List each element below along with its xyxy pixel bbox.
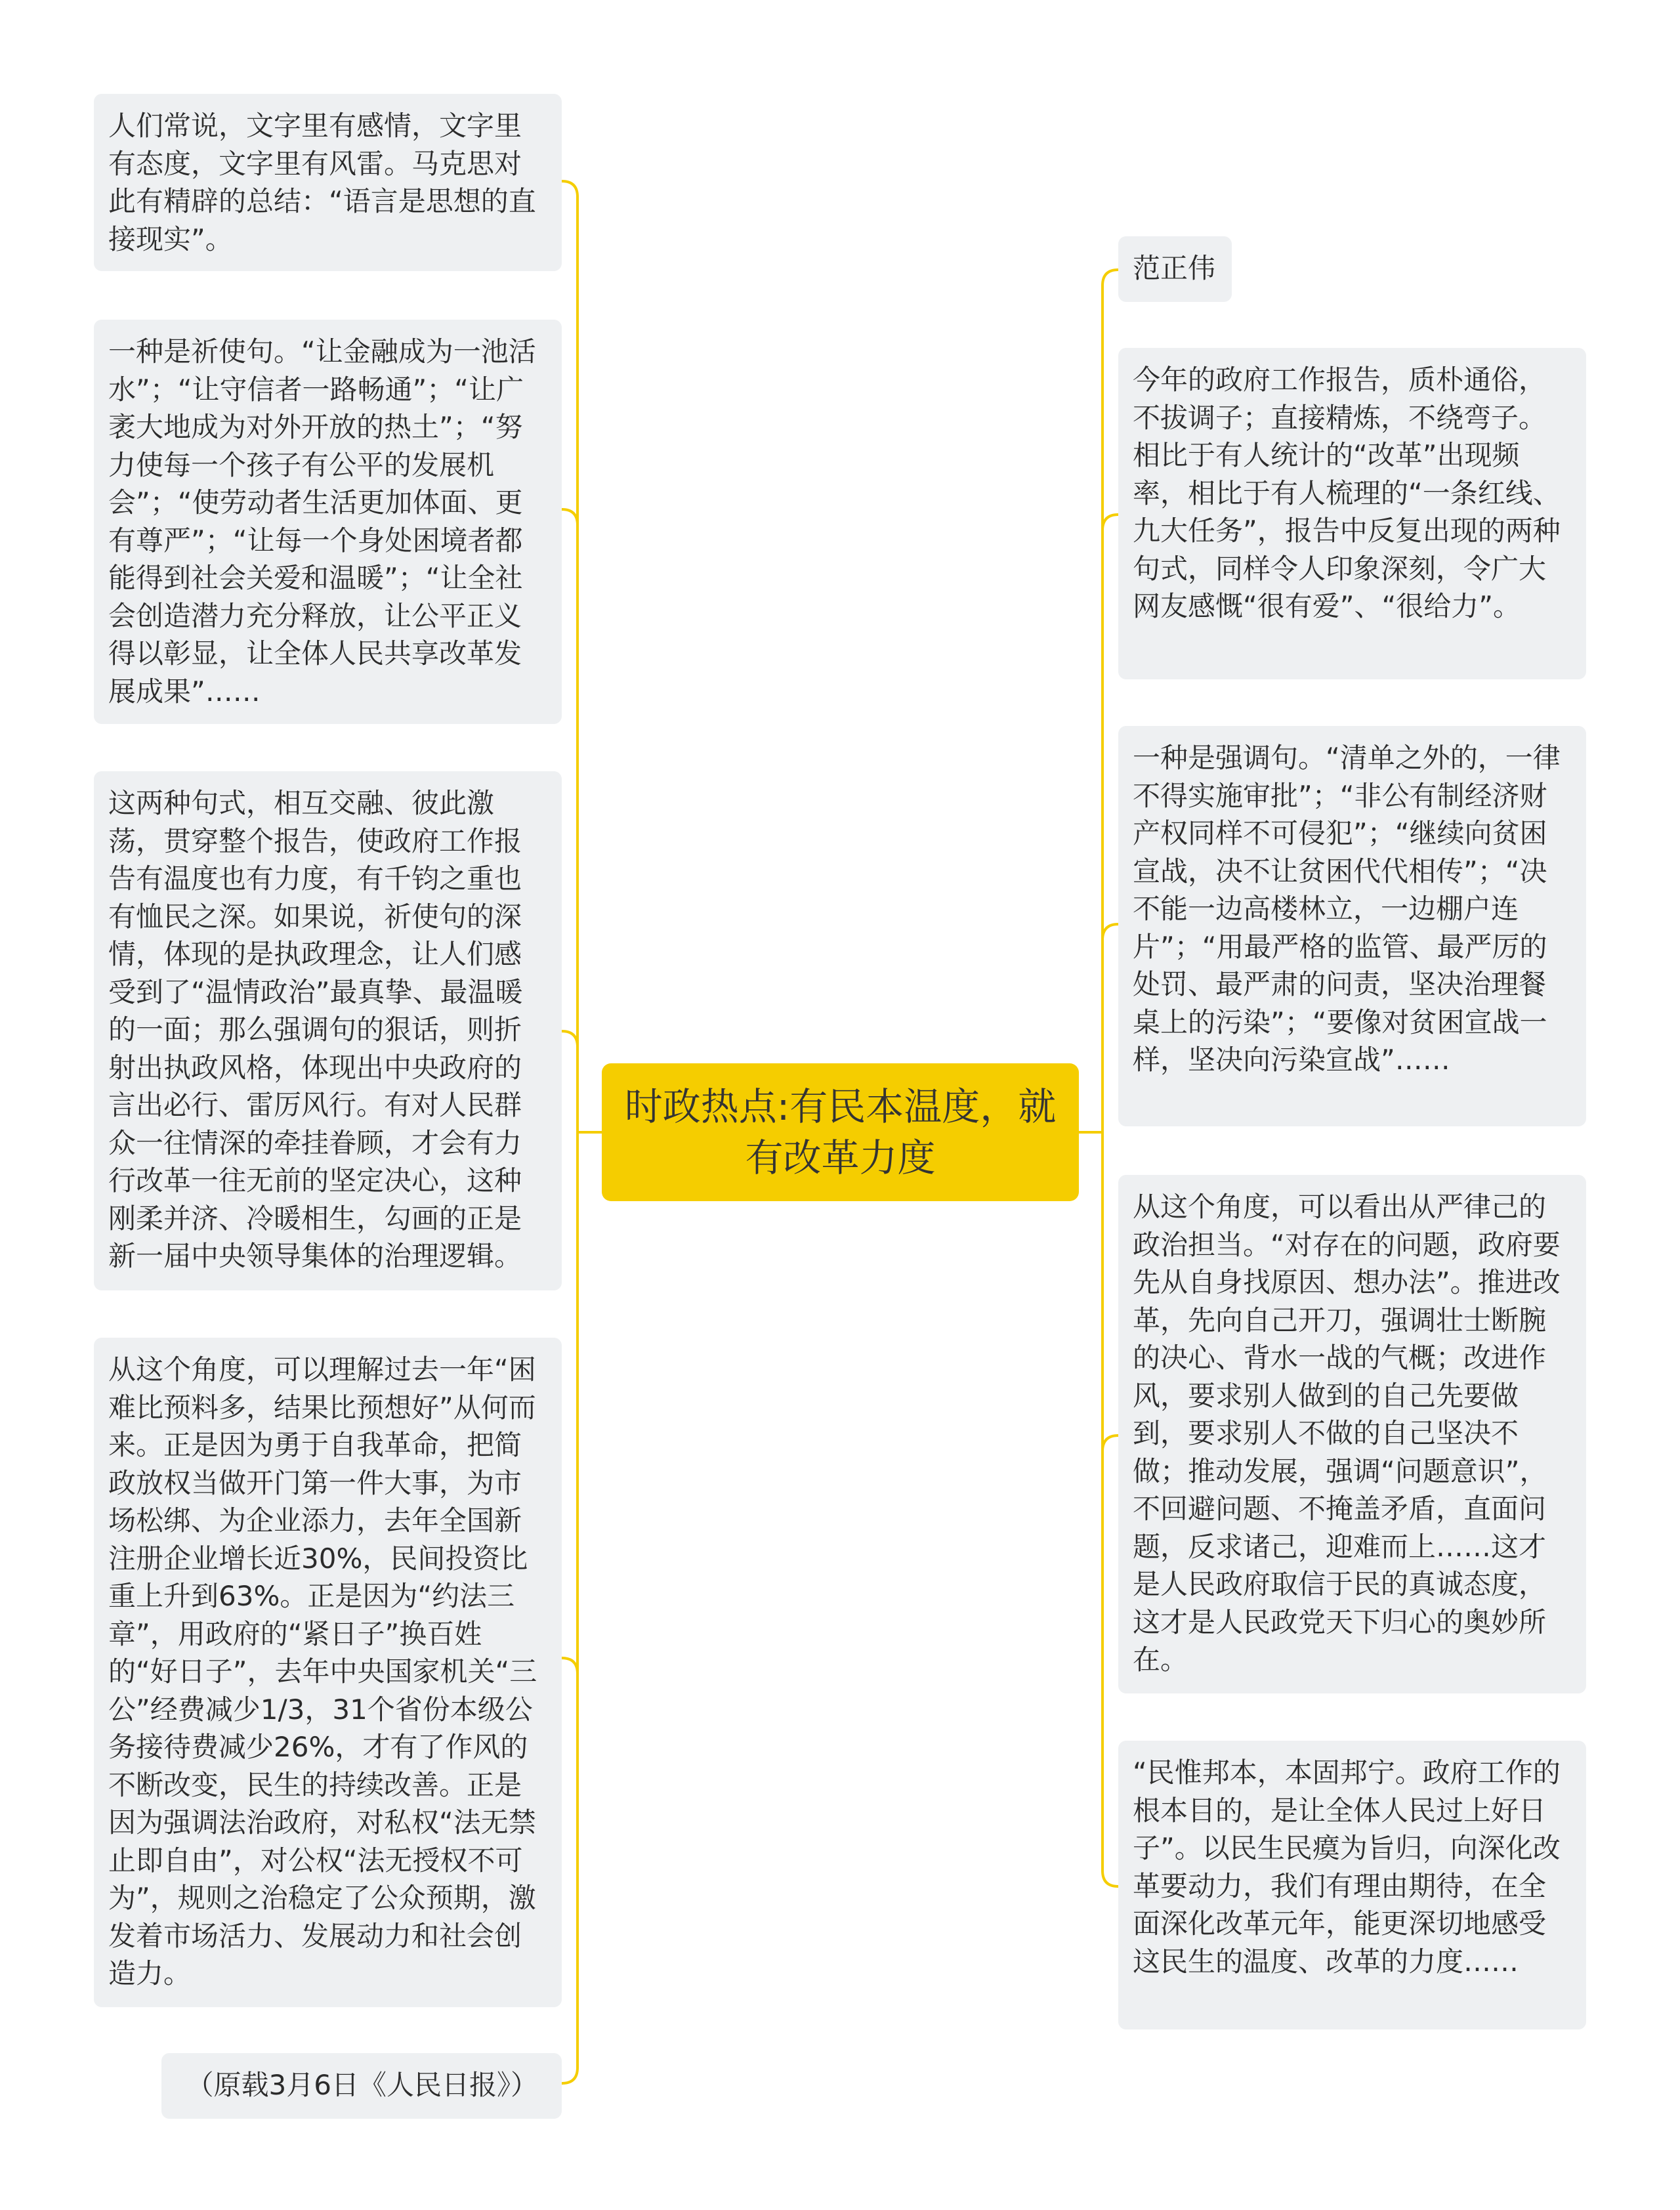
connector-left-4 (562, 1658, 578, 1674)
left-node-2[interactable] (94, 320, 562, 724)
right-node-3[interactable] (1118, 1175, 1586, 1693)
connector-right-3 (1102, 924, 1118, 940)
connector-left-3 (562, 1031, 578, 1047)
root-topic[interactable] (602, 1063, 1079, 1201)
connector-right-1 (1102, 270, 1118, 286)
right-node-3-text: 从这个角度，可以看出从严律己的政治担当。“对存在的问题，政府要先从自身找原因、想办法”。推进改革，先向自己开刀，强调壮士断腕的决心、背水一战的气概；改进作风，要求别人做到的自己先要做到，要求别人不做的自己坚决不做；推动发展，强调“问题意识”，不回避问题、不掩盖矛盾，直面问题，反求诸己，迎难而上……这才是人民政府取信于民的真诚态度，这才是人民政党天下归心的奥妙所在。 (1133, 1191, 1561, 1676)
left-node-2-text: 一种是祈使句。“让金融成为一池活水”；“让守信者一路畅通”；“让广袤大地成为对外开放的热土”；“努力使每一个孩子有公平的发展机会”；“使劳动者生活更加体面、更有尊严”；“让每一个身处困境者都能得到社会关爱和温暖”；“让全社会创造潜力充分释放，让公平正义得以彰显，让全体人民共享改革发展成果”…… (108, 335, 536, 708)
connector-right-4 (1102, 1435, 1118, 1451)
connector-left-5 (562, 2068, 578, 2083)
left-node-3[interactable] (94, 771, 562, 1290)
left-node-4[interactable] (94, 1338, 562, 2007)
source-text: （原载3月6日《人民日报》） (186, 2069, 538, 2101)
left-node-4-text: 从这个角度，可以理解过去一年“困难比预料多，结果比预想好”从何而来。正是因为勇于自我革命，把简政放权当做开门第一件大事，为市场松绑、为企业添力，去年全国新注册企业增长近30%，民间投资比重上升到63%。正是因为“约法三章”，用政府的“紧日子”换百姓的“好日子”，去年中央国家机关“三公”经费减少1/3，31个省份本级公务接待费减少26%，才有了作风的不断改变，民生的持续改善。正是因为强调法治政府，对私权“法无禁止即自由”，对公权“法无授权不可为”，规则之治稳定了公众预期，激发着市场活力、发展动力和社会创造力。 (108, 1353, 537, 1989)
right-node-author[interactable] (1118, 236, 1232, 302)
root-title: 时政热点:有民本温度，就有改革力度 (624, 1084, 1057, 1180)
right-node-2[interactable] (1118, 726, 1586, 1126)
left-node-source[interactable] (161, 2053, 562, 2119)
left-node-3-text: 这两种句式，相互交融、彼此激荡，贯穿整个报告，使政府工作报告有温度也有力度，有千钧之重也有恤民之深。如果说，祈使句的深情，体现的是执政理念，让人们感受到了“温情政治”最真挚、最温暖的一面；那么强调句的狠话，则折射出执政风格，体现出中央政府的言出必行、雷厉风行。有对人民群众一往情深的牵挂眷顾，才会有力行改革一往无前的坚定决心，这种刚柔并济、冷暖相生，勾画的正是新一届中央领导集体的治理逻辑。 (108, 787, 523, 1272)
left-node-1[interactable] (94, 94, 562, 271)
connector-left-2 (562, 509, 578, 525)
connector-left-1 (562, 181, 578, 197)
right-node-2-text: 一种是强调句。“清单之外的，一律不得实施审批”；“非公有制经济财产权同样不可侵犯”；“继续向贫困宣战，决不让贫困代代相传”；“决不能一边高楼林立，一边棚户连片”；“用最严格的监管、最严厉的处罚、最严肃的问责，坚决治理餐桌上的污染”；“要像对贫困宣战一样，坚决向污染宣战”…… (1133, 742, 1561, 1076)
right-node-1[interactable] (1118, 348, 1586, 679)
connector-right-5 (1102, 1871, 1118, 1886)
left-node-1-text: 人们常说，文字里有感情，文字里有态度，文字里有风雷。马克思对此有精辟的总结：“语言是思想的直接现实”。 (108, 110, 536, 255)
right-node-4[interactable] (1118, 1741, 1586, 2029)
right-node-4-text: “民惟邦本，本固邦宁。政府工作的根本目的，是让全体人民过上好日子”。以民生民瘼为旨归，向深化改革要动力，我们有理由期待，在全面深化改革元年，能更深切地感受这民生的温度、改革的力度…… (1133, 1756, 1561, 1978)
connector-right-2 (1102, 515, 1118, 530)
right-node-1-text: 今年的政府工作报告，质朴通俗，不拔调子；直接精炼，不绕弯子。相比于有人统计的“改革”出现频率，相比于有人梳理的“一条红线、九大任务”，报告中反复出现的两种句式，同样令人印象深刻，令广大网友感慨“很有爱”、“很给力”。 (1133, 364, 1561, 622)
author-name: 范正伟 (1133, 252, 1216, 284)
